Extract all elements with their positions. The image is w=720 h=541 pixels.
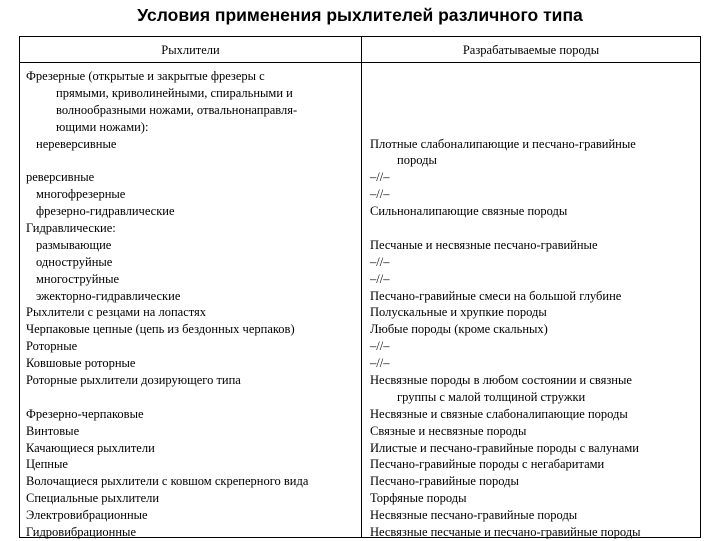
ripper-line: ющими ножами):	[56, 119, 149, 134]
ripper-line: волнообразными ножами, отвальнонаправля-	[56, 102, 298, 117]
ripper-line: Гидравлические:	[26, 221, 116, 236]
rock-line: Сильноналипающие связные породы	[370, 204, 568, 219]
ripper-line	[26, 389, 358, 406]
ripper-line: прямыми, криволинейными, спиральными и	[56, 85, 293, 100]
ripper-line	[26, 152, 358, 169]
ripper-line: Гидровибрационные	[26, 525, 137, 540]
ripper-line: Роторные рыхлители дозирующего типа	[26, 373, 241, 388]
rocks-column	[370, 68, 698, 541]
conditions-table	[19, 36, 701, 538]
header-rocks: Разрабатываемые породы	[462, 43, 600, 57]
rock-line: Плотные слабоналипающие и песчано-гравийные	[370, 136, 636, 151]
rock-line: Песчано-гравийные породы	[370, 474, 519, 489]
ripper-line: Фрезерные (открытые и закрытые фрезеры с	[26, 69, 265, 83]
ripper-line: Ковшовые роторные	[26, 356, 136, 371]
ripper-line: многофрезерные	[36, 187, 126, 202]
ripper-line: размывающие	[36, 237, 112, 252]
rock-line: –//–	[370, 170, 390, 185]
column-divider	[361, 37, 362, 537]
rock-line	[370, 102, 698, 119]
ripper-line: Специальные рыхлители	[26, 491, 160, 506]
rock-line	[370, 220, 698, 237]
ripper-line: нереверсивные	[36, 136, 117, 151]
ripper-line: многоструйные	[36, 271, 120, 286]
rock-line: –//–	[370, 339, 390, 354]
rock-line: Любые породы (кроме скальных)	[370, 322, 548, 337]
ripper-line: фрезерно-гидравлические	[36, 204, 175, 219]
ripper-line: эжекторно-гидравлические	[36, 288, 181, 303]
ripper-line: реверсивные	[26, 170, 95, 185]
ripper-line: Роторные	[26, 339, 78, 354]
rock-line: –//–	[370, 254, 390, 269]
rock-line: Илистые и песчано-гравийные породы с валунами	[370, 440, 639, 455]
rock-line: –//–	[370, 271, 390, 286]
rock-line: Песчаные и несвязные песчано-гравийные	[370, 237, 598, 252]
rock-line: Несвязные породы в любом состоянии и связные	[370, 373, 632, 388]
ripper-line: Рыхлители с резцами на лопастях	[26, 305, 207, 320]
rock-line: Несвязные и связные слабоналипающие породы	[370, 406, 628, 421]
ripper-line: Цепные	[26, 457, 68, 472]
ripper-line: Качающиеся рыхлители	[26, 440, 155, 455]
rock-line: Торфяные породы	[370, 491, 467, 506]
rock-line	[370, 85, 698, 102]
rock-line	[370, 119, 698, 136]
rock-line: группы с малой толщиной стружки	[397, 389, 586, 404]
rock-line: Полускальные и хрупкие породы	[370, 305, 547, 320]
rock-line: породы	[397, 153, 437, 168]
rock-line: Песчано-гравийные смеси на большой глубине	[370, 288, 622, 303]
ripper-line: Электровибрационные	[26, 508, 148, 523]
rock-line: Несвязные песчаные и песчано-гравийные породы	[370, 525, 641, 540]
ripper-line: Фрезерно-черпаковые	[26, 406, 144, 421]
ripper-line: одноструйные	[36, 254, 113, 269]
ripper-line: Черпаковые цепные (цепь из бездонных черпаков)	[26, 322, 295, 337]
rock-line: –//–	[370, 356, 390, 371]
ripper-line: Волочащиеся рыхлители с ковшом скреперного вида	[26, 474, 309, 489]
header-divider	[20, 62, 700, 63]
rock-line: Несвязные песчано-гравийные породы	[370, 508, 578, 523]
page-title: Условия применения рыхлителей различного типа	[137, 5, 583, 25]
rock-line: Связные и несвязные породы	[370, 423, 527, 438]
rock-line: Песчано-гравийные породы с негабаритами	[370, 457, 605, 472]
rock-line	[370, 68, 698, 85]
header-rippers: Рыхлители	[161, 43, 220, 57]
rippers-column	[26, 68, 358, 541]
ripper-line: Винтовые	[26, 423, 80, 438]
rock-line: –//–	[370, 187, 390, 202]
